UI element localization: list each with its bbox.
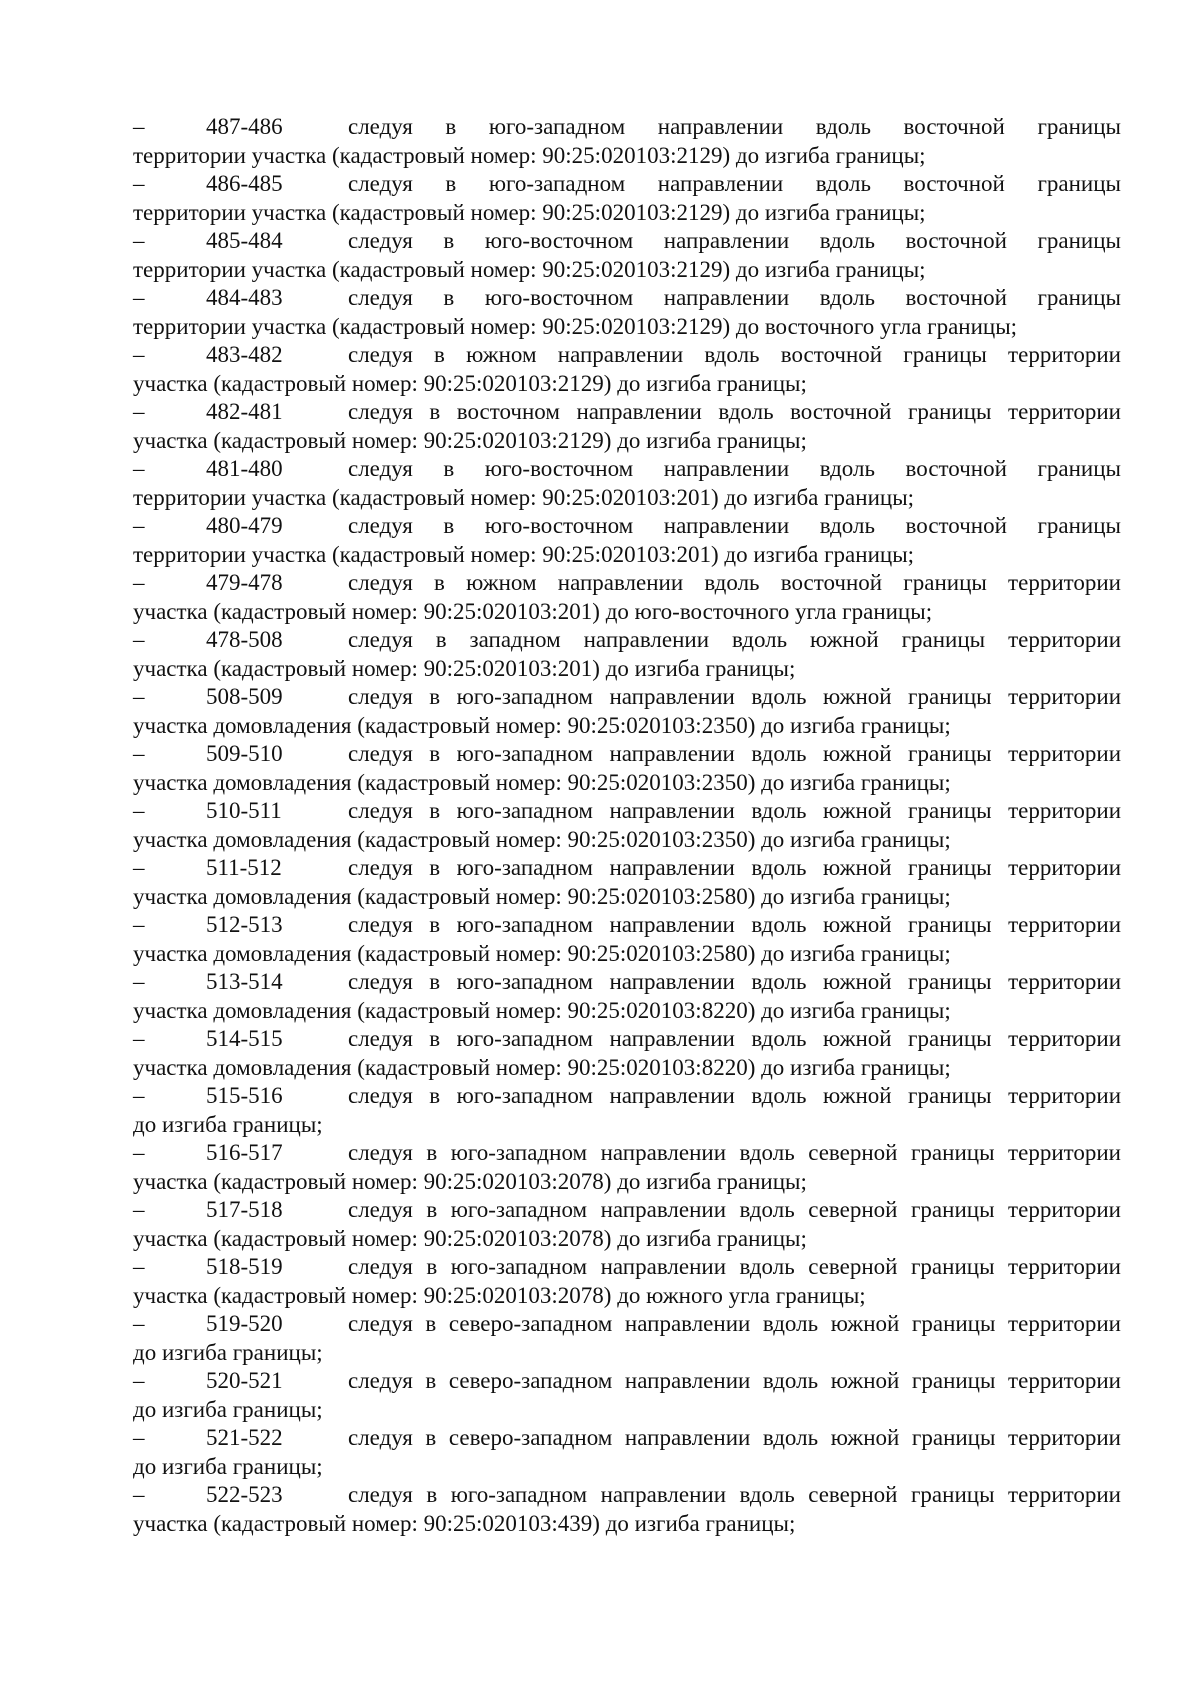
dash-marker: – [133, 1083, 145, 1108]
entry-continuation: участка домовладения (кадастровый номер: 90:25:020103:8220) до изгиба границы; [133, 1055, 951, 1080]
boundary-entry [133, 739, 1121, 797]
entry-continuation: территории участка (кадастровый номер: 90:25:020103:201) до изгиба границы; [133, 485, 915, 510]
dash-marker: – [133, 399, 145, 424]
entry-continuation: до изгиба границы; [133, 1397, 323, 1422]
entry-continuation: до изгиба границы; [133, 1454, 323, 1479]
segment-number: 518-519 [206, 1254, 283, 1279]
entry-continuation: участка (кадастровый номер: 90:25:020103:201) до юго-восточного угла границы; [133, 599, 933, 624]
entry-continuation: территории участка (кадастровый номер: 90:25:020103:2129) до восточного угла границы; [133, 314, 1018, 339]
entry-description: следуя в юго-западном направлении вдоль восточной границы [348, 171, 1121, 196]
entry-description: следуя в юго-восточном направлении вдоль восточной границы [348, 456, 1121, 481]
boundary-entry [133, 568, 1121, 626]
entry-first-line [133, 1423, 1121, 1452]
entry-first-line [133, 568, 1121, 597]
entry-description: следуя в юго-западном направлении вдоль южной границы территории [348, 1083, 1121, 1108]
dash-marker: – [133, 1140, 145, 1165]
dash-marker: – [133, 798, 145, 823]
boundary-entry [133, 1366, 1121, 1424]
segment-number: 511-512 [206, 855, 282, 880]
entry-first-line [133, 1081, 1121, 1110]
boundary-entry [133, 112, 1121, 170]
dash-marker: – [133, 855, 145, 880]
entry-description: следуя в западном направлении вдоль южной границы территории [348, 627, 1121, 652]
dash-marker: – [133, 456, 145, 481]
segment-number: 483-482 [206, 342, 283, 367]
boundary-entry [133, 1138, 1121, 1196]
boundary-entry [133, 454, 1121, 512]
entry-first-line [133, 682, 1121, 711]
dash-marker: – [133, 285, 145, 310]
entry-continuation: участка домовладения (кадастровый номер: 90:25:020103:2580) до изгиба границы; [133, 884, 951, 909]
entry-continuation: участка (кадастровый номер: 90:25:020103:2078) до изгиба границы; [133, 1226, 807, 1251]
entry-first-line [133, 397, 1121, 426]
entry-description: следуя в юго-восточном направлении вдоль восточной границы [348, 513, 1121, 538]
entry-first-line [133, 1366, 1121, 1395]
dash-marker: – [133, 171, 145, 196]
segment-number: 521-522 [206, 1425, 283, 1450]
entry-description: следуя в юго-западном направлении вдоль северной границы территории [348, 1140, 1121, 1165]
segment-number: 515-516 [206, 1083, 283, 1108]
entry-description: следуя в южном направлении вдоль восточной границы территории [348, 570, 1121, 595]
segment-number: 512-513 [206, 912, 283, 937]
segment-number: 486-485 [206, 171, 283, 196]
entry-first-line [133, 625, 1121, 654]
entry-continuation: до изгиба границы; [133, 1340, 323, 1365]
dash-marker: – [133, 684, 145, 709]
entry-first-line [133, 796, 1121, 825]
entry-first-line [133, 169, 1121, 198]
entry-continuation: участка (кадастровый номер: 90:25:020103:2129) до изгиба границы; [133, 371, 807, 396]
entry-description: следуя в юго-западном направлении вдоль северной границы территории [348, 1197, 1121, 1222]
boundary-entry [133, 340, 1121, 398]
boundary-entry [133, 397, 1121, 455]
boundary-entry [133, 1309, 1121, 1367]
entry-description: следуя в юго-западном направлении вдоль южной границы территории [348, 798, 1121, 823]
entry-first-line [133, 853, 1121, 882]
segment-number: 487-486 [206, 114, 283, 139]
entry-continuation: территории участка (кадастровый номер: 90:25:020103:2129) до изгиба границы; [133, 200, 926, 225]
segment-number: 485-484 [206, 228, 283, 253]
segment-number: 510-511 [206, 798, 282, 823]
entry-continuation: участка (кадастровый номер: 90:25:020103:2078) до изгиба границы; [133, 1169, 807, 1194]
entry-first-line [133, 739, 1121, 768]
entry-first-line [133, 1309, 1121, 1338]
boundary-entry [133, 169, 1121, 227]
entry-first-line [133, 1252, 1121, 1281]
segment-number: 481-480 [206, 456, 283, 481]
entry-continuation: участка домовладения (кадастровый номер: 90:25:020103:2350) до изгиба границы; [133, 713, 951, 738]
entry-continuation: участка (кадастровый номер: 90:25:020103:2129) до изгиба границы; [133, 428, 807, 453]
dash-marker: – [133, 969, 145, 994]
segment-number: 517-518 [206, 1197, 283, 1222]
entry-continuation: территории участка (кадастровый номер: 90:25:020103:201) до изгиба границы; [133, 542, 915, 567]
entry-first-line [133, 454, 1121, 483]
dash-marker: – [133, 342, 145, 367]
dash-marker: – [133, 570, 145, 595]
segment-number: 520-521 [206, 1368, 283, 1393]
segment-number: 522-523 [206, 1482, 283, 1507]
entry-continuation: участка домовладения (кадастровый номер: 90:25:020103:2580) до изгиба границы; [133, 941, 951, 966]
entry-description: следуя в северо-западном направлении вдоль южной границы территории [348, 1425, 1121, 1450]
segment-number: 478-508 [206, 627, 283, 652]
segment-number: 514-515 [206, 1026, 283, 1051]
entry-description: следуя в юго-западном направлении вдоль южной границы территории [348, 1026, 1121, 1051]
entry-continuation: участка домовладения (кадастровый номер: 90:25:020103:2350) до изгиба границы; [133, 827, 951, 852]
entry-first-line [133, 967, 1121, 996]
entry-description: следуя в юго-восточном направлении вдоль восточной границы [348, 228, 1121, 253]
entry-continuation: участка (кадастровый номер: 90:25:020103:439) до изгиба границы; [133, 1511, 796, 1536]
segment-number: 509-510 [206, 741, 283, 766]
entry-first-line [133, 1480, 1121, 1509]
entry-first-line [133, 340, 1121, 369]
dash-marker: – [133, 1197, 145, 1222]
boundary-entry [133, 796, 1121, 854]
entry-continuation: участка домовладения (кадастровый номер: 90:25:020103:8220) до изгиба границы; [133, 998, 951, 1023]
dash-marker: – [133, 627, 145, 652]
dash-marker: – [133, 1311, 145, 1336]
entry-description: следуя в юго-западном направлении вдоль южной границы территории [348, 969, 1121, 994]
boundary-entry [133, 226, 1121, 284]
entry-first-line [133, 1138, 1121, 1167]
entry-description: следуя в восточном направлении вдоль восточной границы территории [348, 399, 1121, 424]
boundary-entry [133, 283, 1121, 341]
boundary-entry [133, 1195, 1121, 1253]
boundary-entry [133, 682, 1121, 740]
dash-marker: – [133, 912, 145, 937]
dash-marker: – [133, 1026, 145, 1051]
entry-continuation: территории участка (кадастровый номер: 90:25:020103:2129) до изгиба границы; [133, 257, 926, 282]
dash-marker: – [133, 228, 145, 253]
entry-description: следуя в юго-западном направлении вдоль северной границы территории [348, 1254, 1121, 1279]
entry-description: следуя в северо-западном направлении вдоль южной границы территории [348, 1311, 1121, 1336]
dash-marker: – [133, 1368, 145, 1393]
entry-first-line [133, 910, 1121, 939]
segment-number: 519-520 [206, 1311, 283, 1336]
boundary-entry [133, 1252, 1121, 1310]
entry-description: следуя в юго-западном направлении вдоль южной границы территории [348, 912, 1121, 937]
entry-description: следуя в юго-восточном направлении вдоль восточной границы [348, 285, 1121, 310]
dash-marker: – [133, 1425, 145, 1450]
entry-description: следуя в юго-западном направлении вдоль восточной границы [348, 114, 1121, 139]
boundary-entry [133, 1423, 1121, 1481]
entry-first-line [133, 1195, 1121, 1224]
entry-continuation: участка (кадастровый номер: 90:25:020103:2078) до южного угла границы; [133, 1283, 866, 1308]
entry-first-line [133, 511, 1121, 540]
entry-first-line [133, 226, 1121, 255]
dash-marker: – [133, 1482, 145, 1507]
segment-number: 516-517 [206, 1140, 283, 1165]
entry-description: следуя в юго-западном направлении вдоль северной границы территории [348, 1482, 1121, 1507]
segment-number: 482-481 [206, 399, 283, 424]
entry-first-line [133, 283, 1121, 312]
dash-marker: – [133, 741, 145, 766]
boundary-entry [133, 1024, 1121, 1082]
entry-first-line [133, 112, 1121, 141]
entry-continuation: территории участка (кадастровый номер: 90:25:020103:2129) до изгиба границы; [133, 143, 926, 168]
entry-description: следуя в южном направлении вдоль восточной границы территории [348, 342, 1121, 367]
entry-continuation: до изгиба границы; [133, 1112, 323, 1137]
boundary-entry [133, 853, 1121, 911]
boundary-entry [133, 1480, 1121, 1538]
entry-description: следуя в юго-западном направлении вдоль южной границы территории [348, 684, 1121, 709]
segment-number: 508-509 [206, 684, 283, 709]
segment-number: 479-478 [206, 570, 283, 595]
boundary-entry [133, 910, 1121, 968]
segment-number: 484-483 [206, 285, 283, 310]
entry-continuation: участка (кадастровый номер: 90:25:020103:201) до изгиба границы; [133, 656, 796, 681]
dash-marker: – [133, 114, 145, 139]
segment-number: 480-479 [206, 513, 283, 538]
dash-marker: – [133, 1254, 145, 1279]
entry-first-line [133, 1024, 1121, 1053]
entry-description: следуя в северо-западном направлении вдоль южной границы территории [348, 1368, 1121, 1393]
dash-marker: – [133, 513, 145, 538]
boundary-entry [133, 625, 1121, 683]
entry-description: следуя в юго-западном направлении вдоль южной границы территории [348, 855, 1121, 880]
boundary-entry [133, 967, 1121, 1025]
entry-continuation: участка домовладения (кадастровый номер: 90:25:020103:2350) до изгиба границы; [133, 770, 951, 795]
boundary-entry [133, 511, 1121, 569]
boundary-entry [133, 1081, 1121, 1139]
entry-description: следуя в юго-западном направлении вдоль южной границы территории [348, 741, 1121, 766]
segment-number: 513-514 [206, 969, 283, 994]
